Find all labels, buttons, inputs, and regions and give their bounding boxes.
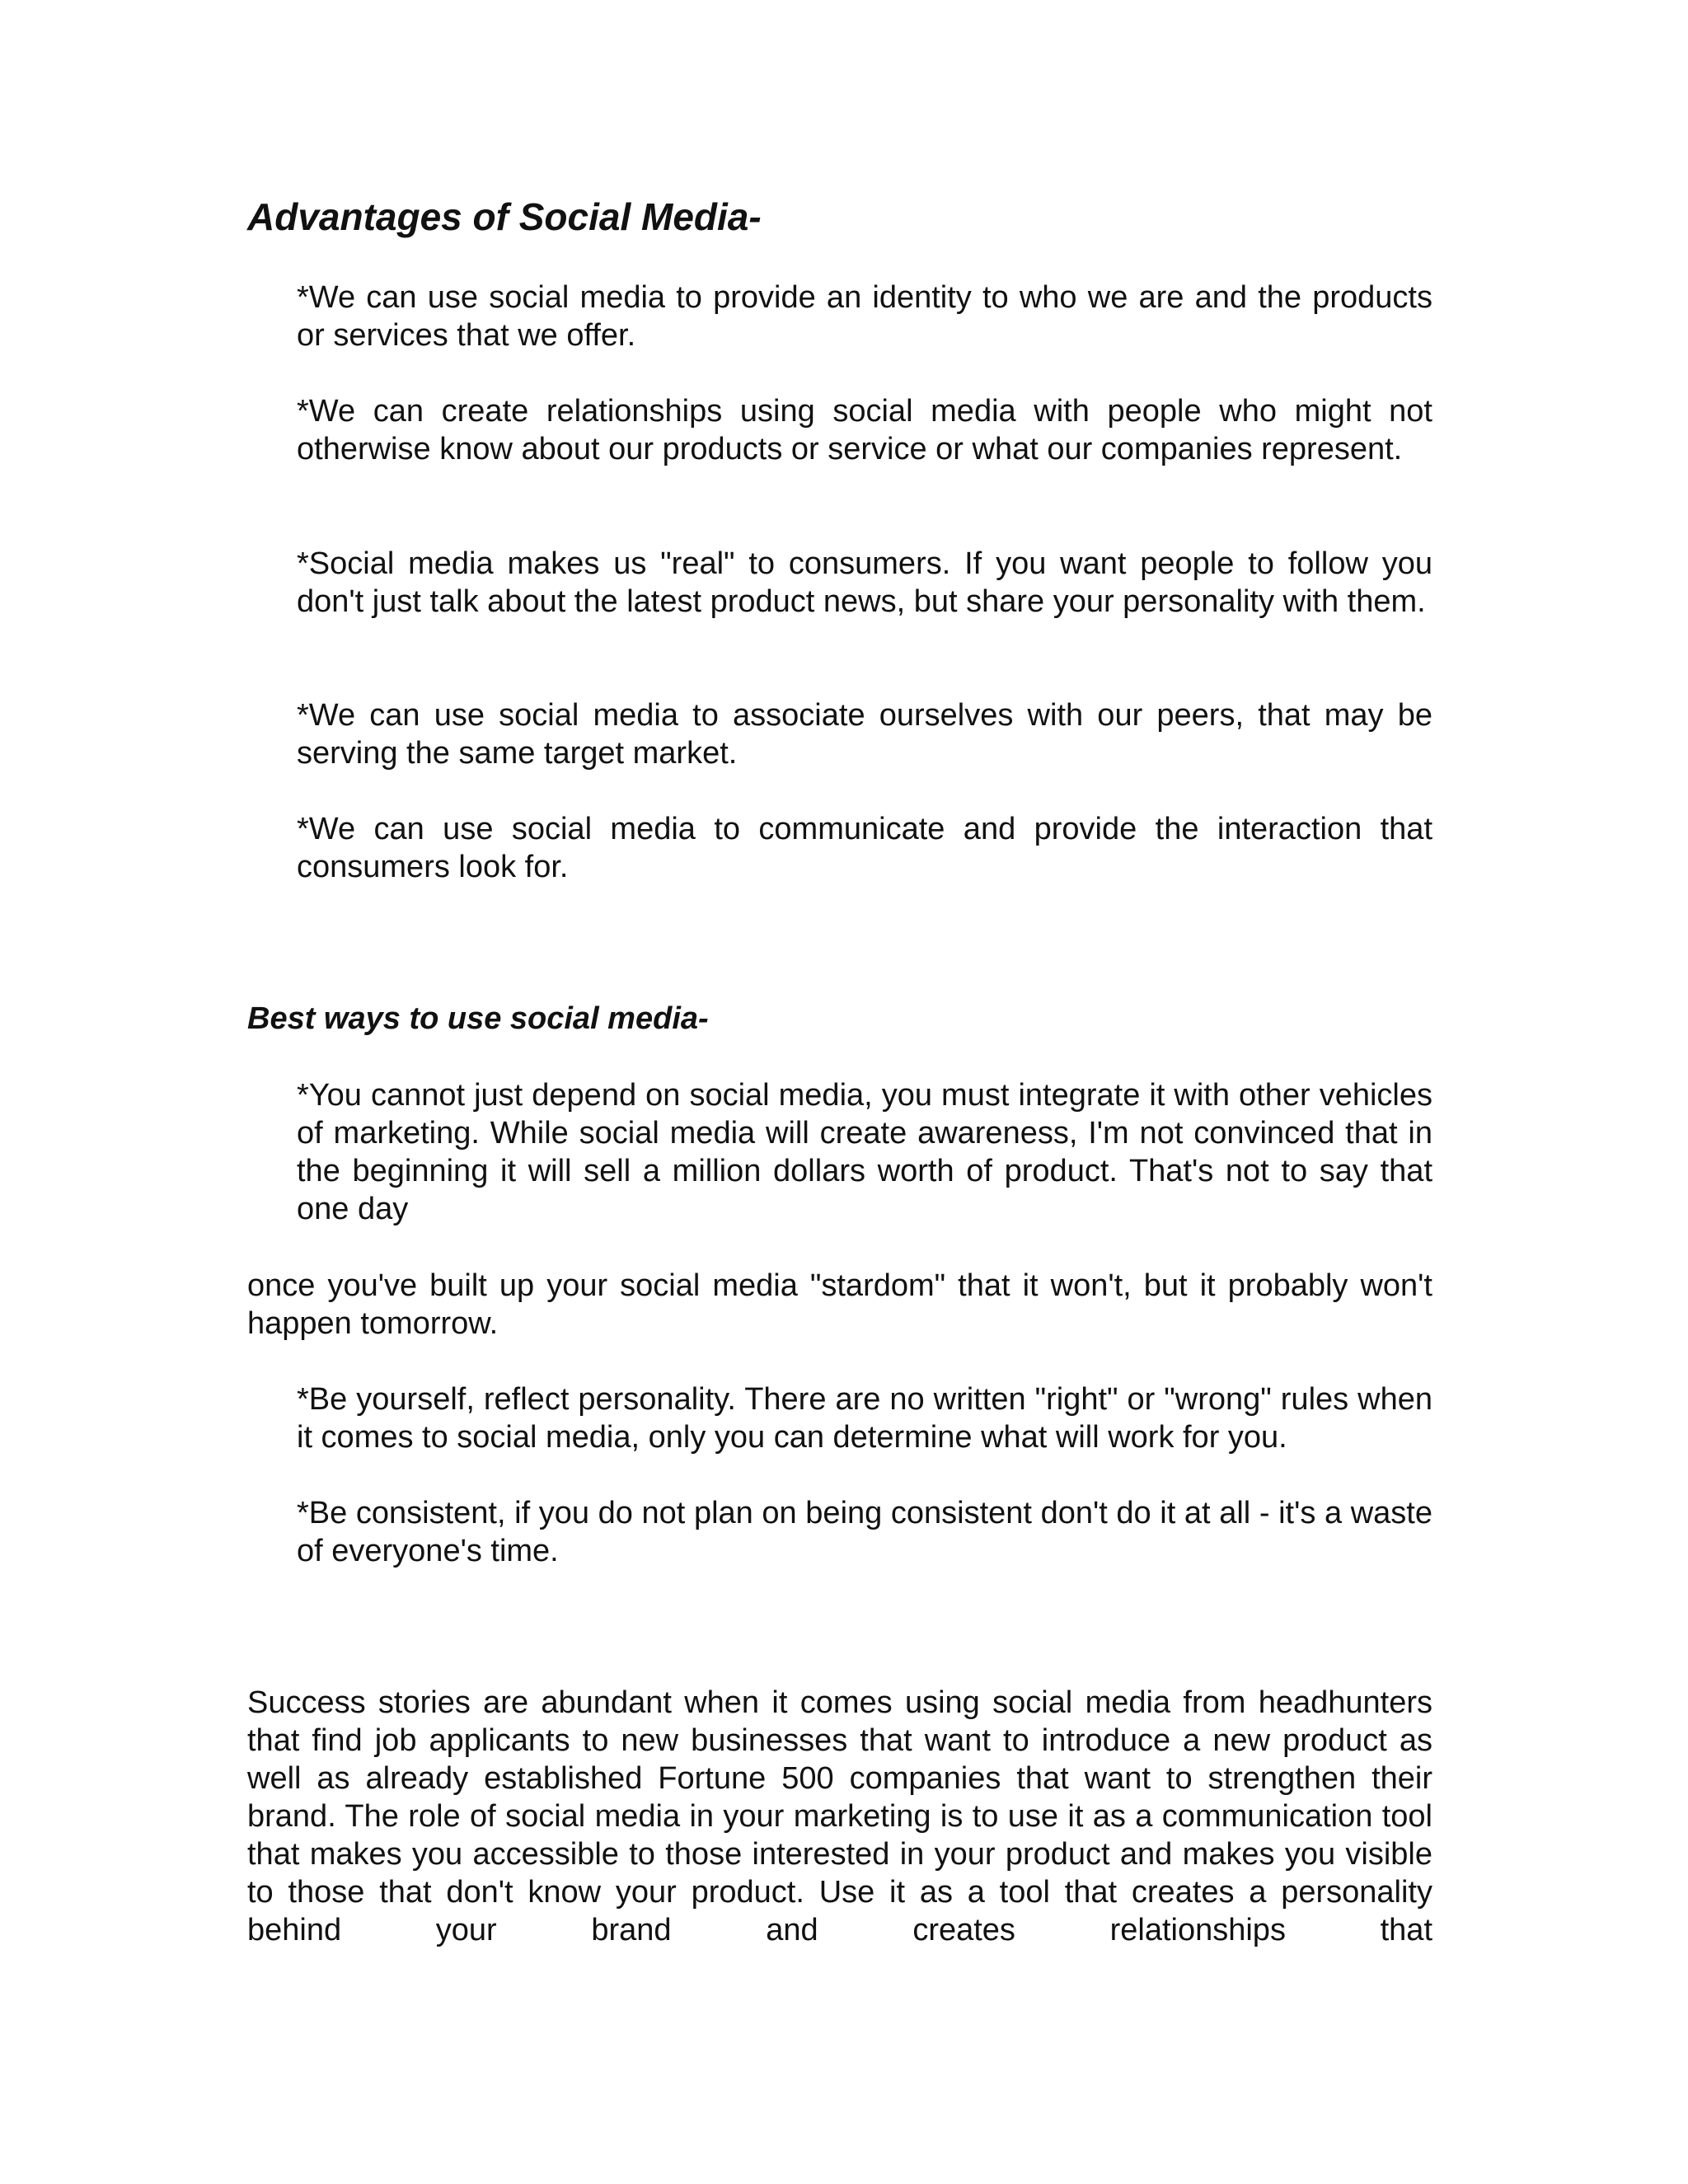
- closing-paragraph: Success stories are abundant when it comes using social media from headhunters that find job applicants to new businesses that want to introduce a new product as well as already established Fortune 500 companies that want to strengthen their brand. The role of social media in your marketing is to use it as a communication tool that makes you accessible to those interested in your product and makes you visible to those that don't know your product. Use it as a tool that creates a personality behind your brand and creates relationships that: [247, 1685, 1432, 1947]
- best-way-item-2: *Be yourself, reflect personality. There are no written "right" or "wrong" rules when it comes to social media, only you can determine what will work for you.: [297, 1382, 1432, 1455]
- advantage-item-5: *We can use social media to communicate and provide the interaction that consumers look for.: [297, 812, 1432, 884]
- best-way-item-3: *Be consistent, if you do not plan on being consistent don't do it at all - it's a waste of everyone's time.: [297, 1496, 1432, 1568]
- best-ways-heading: Best ways to use social media-: [247, 1001, 709, 1036]
- advantages-heading: Advantages of Social Media-: [247, 195, 762, 238]
- advantage-item-4: *We can use social media to associate ourselves with our peers, that may be serving the same target market.: [297, 698, 1432, 771]
- best-way-item-1: *You cannot just depend on social media, you must integrate it with other vehicles of marketing. While social media will create awareness, I'm not convinced that in the beginning it will sell a million dollars worth of product. That's not to say that one day: [297, 1078, 1432, 1226]
- advantage-item-2: *We can create relationships using social media with people who might not otherwise know about our products or service or what our companies represent.: [297, 394, 1432, 466]
- best-way-item-1-continued: once you've built up your social media "stardom" that it won't, but it probably won't happen tomorrow.: [247, 1268, 1432, 1341]
- advantage-item-1: *We can use social media to provide an identity to who we are and the products or services that we offer.: [297, 280, 1432, 353]
- advantage-item-3: *Social media makes us "real" to consumers. If you want people to follow you don't just talk about the latest product news, but share your personality with them.: [297, 546, 1432, 619]
